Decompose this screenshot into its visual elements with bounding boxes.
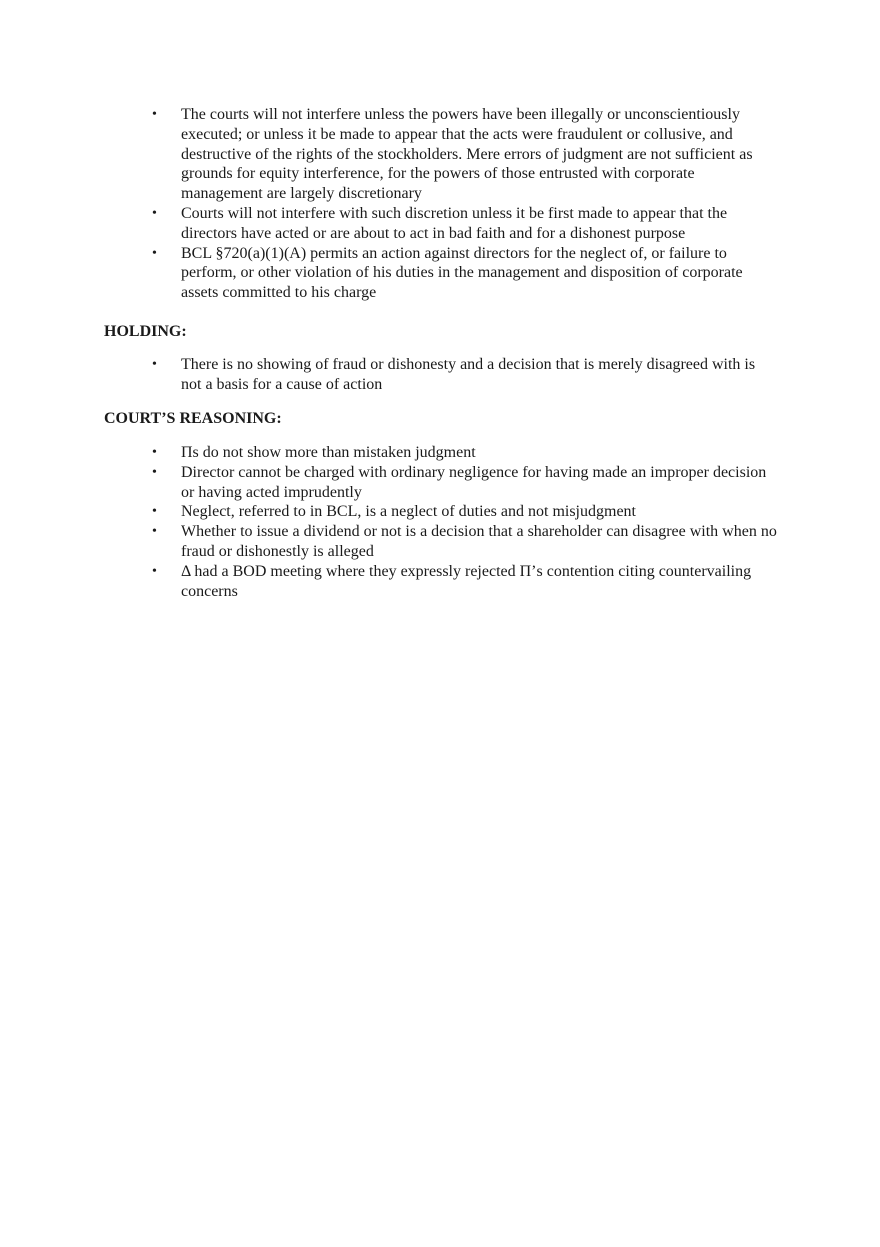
bullet-text: There is no showing of fraud or dishonesty and a decision that is merely disagreed with is not a basis for a cause of action bbox=[181, 356, 756, 393]
bullet-text: BCL §720(a)(1)(A) permits an action against directors for the neglect of, or failure to perform, or other violation of his duties in the management and disposition of corporate assets committed to his charge bbox=[181, 244, 743, 302]
list-item bbox=[152, 522, 777, 562]
holding-bullet-list bbox=[152, 355, 777, 395]
list-item bbox=[152, 355, 777, 395]
bullet-icon: • bbox=[152, 563, 157, 579]
holding-heading: HOLDING: bbox=[104, 323, 187, 340]
bullet-text: Neglect, referred to in BCL, is a neglect of duties and not misjudgment bbox=[181, 503, 636, 521]
bullet-icon: • bbox=[152, 445, 157, 460]
bullet-text: The courts will not interfere unless the powers have been illegally or unconscientiously executed; or unless it be made to appear that the acts were fraudulent or collusive, and destructive of the rights of the stockholders. Mere errors of judgment are not sufficient as grounds for equity interference, for the powers of those entrusted with corporate management are largely discretionary bbox=[181, 106, 753, 203]
intro-bullet-list bbox=[152, 105, 777, 303]
bullet-text: Πs do not show more than mistaken judgment bbox=[181, 444, 476, 461]
list-item bbox=[152, 105, 777, 204]
bullet-icon: • bbox=[152, 464, 157, 480]
bullet-text: Δ had a BOD meeting where they expressly rejected Π’s contention citing countervailing concerns bbox=[181, 562, 752, 600]
bullet-icon: • bbox=[152, 107, 157, 122]
list-item bbox=[152, 463, 777, 503]
bullet-icon: • bbox=[152, 504, 157, 520]
bullet-text: Courts will not interfere with such discretion unless it be first made to appear that the directors have acted or are about to act in bad faith and for a dishonest purpose bbox=[181, 204, 728, 242]
list-item bbox=[152, 502, 777, 522]
list-item bbox=[152, 204, 777, 244]
bullet-icon: • bbox=[152, 245, 157, 261]
bullet-text: Whether to issue a dividend or not is a decision that a shareholder can disagree with when no fraud or dishonestly is alleged bbox=[181, 523, 777, 560]
bullet-icon: • bbox=[152, 524, 157, 540]
bullet-icon: • bbox=[152, 357, 157, 372]
bullet-text: Director cannot be charged with ordinary negligence for having made an improper decision or having acted imprudently bbox=[181, 463, 767, 501]
list-item bbox=[152, 244, 777, 303]
list-item bbox=[152, 562, 777, 602]
reasoning-heading: COURT’S REASONING: bbox=[104, 410, 282, 427]
bullet-icon: • bbox=[152, 205, 157, 221]
reasoning-bullet-list bbox=[152, 443, 777, 601]
list-item bbox=[152, 443, 777, 463]
